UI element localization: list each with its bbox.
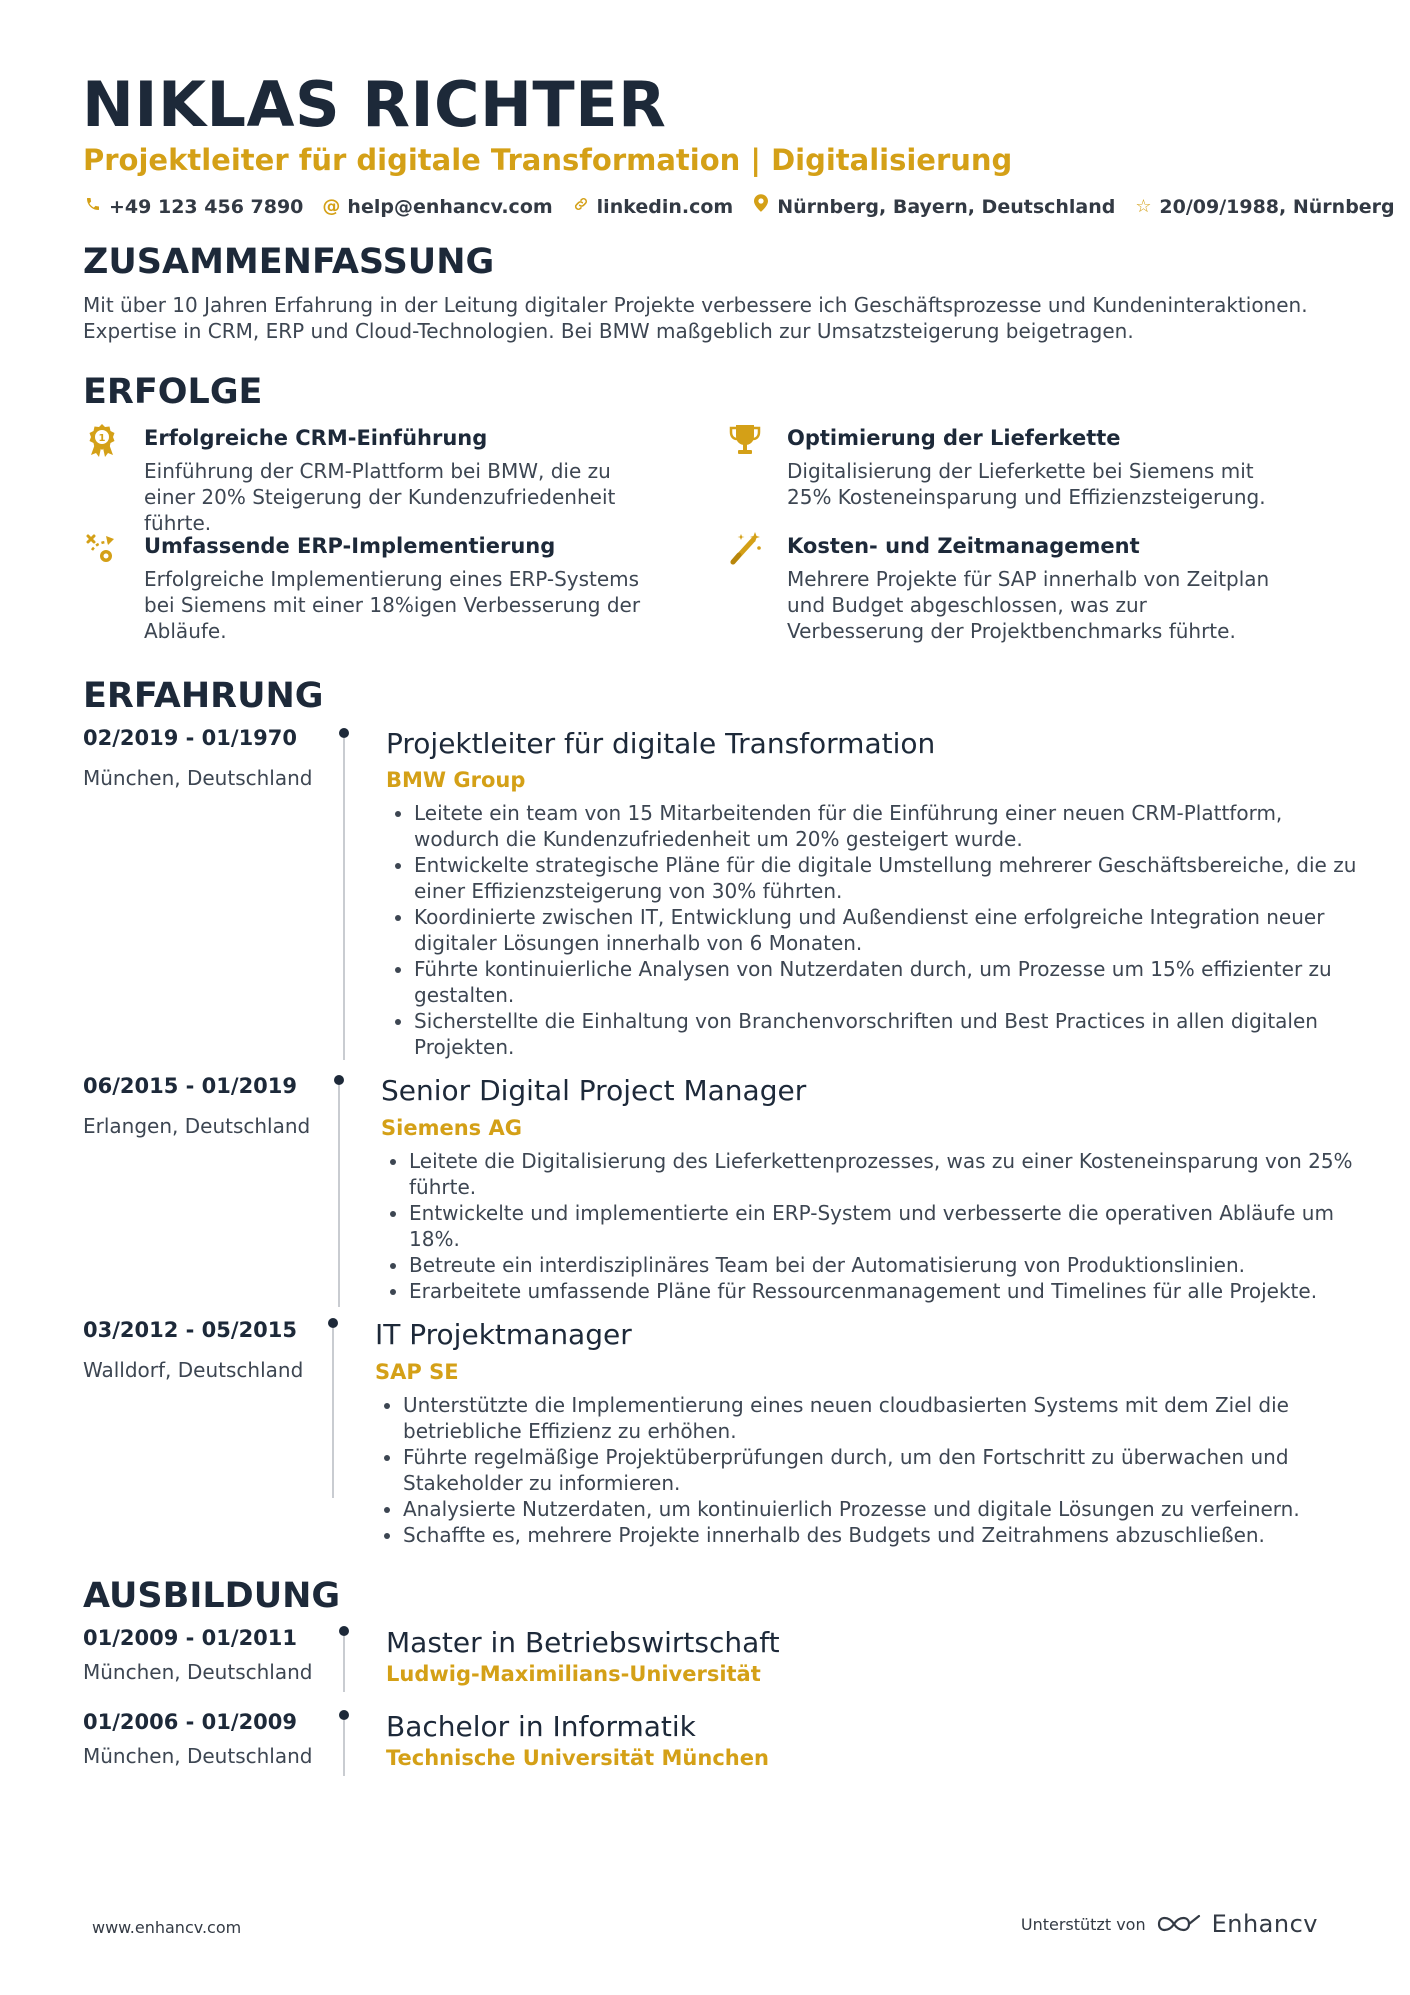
job-title: Senior Digital Project Manager: [381, 1074, 807, 1107]
job-location: München, Deutschland: [83, 766, 313, 790]
job-location: Walldorf, Deutschland: [83, 1358, 304, 1382]
job-dates: 06/2015 - 01/2019: [83, 1074, 298, 1098]
at-icon: @: [322, 196, 341, 217]
contact-bar: [83, 194, 1395, 220]
timeline-line: [343, 1720, 345, 1776]
school-name: Technische Universität München: [386, 1746, 769, 1770]
contact-location: [751, 194, 1115, 220]
footer-branding[interactable]: [1021, 1910, 1318, 1938]
timeline-dot: [328, 1318, 338, 1328]
contact-text: +49 123 456 7890: [109, 196, 304, 218]
bullet-item: • Unterstützte die Implementierung eines neuen cloudbasierten Systems mit dem Ziel die betriebliche Effizienz zu erhöhen.: [403, 1392, 1333, 1444]
phone-icon: [83, 194, 103, 220]
job-dates: 02/2019 - 01/1970: [83, 726, 298, 750]
contact-phone[interactable]: [83, 194, 303, 220]
contact-birth: [1133, 194, 1394, 220]
brand-name: Enhancv: [1211, 1910, 1318, 1938]
edu-location: München, Deutschland: [83, 1744, 313, 1768]
bullet-item: • Führte regelmäßige Projektüberprüfungen durch, um den Fortschritt zu überwachen und Stakeholder zu informieren.: [403, 1444, 1333, 1496]
contact-linkedin[interactable]: [571, 194, 734, 220]
timeline-line: [332, 1328, 334, 1498]
trophy-icon: [727, 422, 763, 458]
achievement-desc: Digitalisierung der Lieferkette bei Siemens mit 25% Kosteneinsparung und Effizienzsteigerung.: [787, 459, 1266, 509]
school-name: Ludwig-Maximilians-Universität: [386, 1662, 761, 1686]
bullet-item: • Analysierte Nutzerdaten, um kontinuierlich Prozesse und digitale Lösungen zu verfeinern.: [403, 1496, 1333, 1522]
bullet-item: • Betreute ein interdisziplinäres Team bei der Automatisierung von Produktionslinien.: [409, 1252, 1364, 1278]
timeline-dot: [339, 1710, 349, 1720]
bullet-item: • Sicherstellte die Einhaltung von Branchenvorschriften und Best Practices in allen digitalen Projekten.: [414, 1008, 1364, 1060]
bullet-item: • Leitete ein team von 15 Mitarbeitenden für die Einführung einer neuen CRM-Plattform, wodurch die Kundenzufriedenheit um 20% gesteigert wurde.: [414, 800, 1364, 852]
timeline-dot: [339, 1626, 349, 1636]
achievement-desc: Erfolgreiche Implementierung eines ERP-Systems bei Siemens mit einer 18%igen Verbesserung der Abläufe.: [144, 567, 641, 643]
timeline-line: [338, 1085, 340, 1307]
link-icon: [571, 194, 591, 220]
company-name: SAP SE: [375, 1360, 459, 1384]
powered-by-text: Unterstützt von: [1020, 1914, 1146, 1934]
contact-text: help@enhancv.com: [347, 196, 553, 218]
education-title: AUSBILDUNG: [83, 1576, 341, 1616]
achievement-desc: Einführung der CRM-Plattform bei BMW, die zu einer 20% Steigerung der Kundenzufriedenheit führte.: [144, 459, 616, 535]
edu-dates: 01/2009 - 01/2011: [83, 1626, 298, 1650]
star-icon: ☆: [1135, 196, 1152, 217]
company-name: BMW Group: [386, 768, 526, 792]
achievement-title: Kosten- und Zeitmanagement: [787, 534, 1140, 558]
bullet-item: • Koordinierte zwischen IT, Entwicklung und Außendienst eine erfolgreiche Integration neuer digitaler Lösungen innerhalb von 6 Monaten.: [414, 904, 1364, 956]
bullet-item: • Schaffte es, mehrere Projekte innerhalb des Budgets und Zeitrahmens abzuschließen.: [403, 1522, 1333, 1548]
job-bullets: [381, 1148, 1364, 1304]
timeline-dot: [334, 1075, 344, 1085]
edu-dates: 01/2006 - 01/2009: [83, 1710, 298, 1734]
achievements-title: ERFOLGE: [83, 372, 263, 412]
edu-location: München, Deutschland: [83, 1660, 313, 1684]
degree-title: Master in Betriebswirtschaft: [386, 1626, 780, 1659]
summary-text: Mit über 10 Jahren Erfahrung in der Leitung digitaler Projekte verbessere ich Geschäftsprozesse und Kundeninteraktionen. Expertise in CRM, ERP und Cloud-Technologien. Bei BMW maßgeblich zur Umsatzsteigerung beigetragen.: [83, 293, 1308, 343]
achievement-title: Umfassende ERP-Implementierung: [144, 534, 556, 558]
location-pin-icon: [751, 194, 771, 220]
timeline-line: [343, 1636, 345, 1692]
strategy-path-icon: [84, 530, 120, 566]
job-dates: 03/2012 - 05/2015: [83, 1318, 298, 1342]
achievement-desc: Mehrere Projekte für SAP innerhalb von Zeitplan und Budget abgeschlossen, was zur Verbesserung der Projektbenchmarks führte.: [787, 567, 1270, 643]
candidate-name: NIKLAS RICHTER: [82, 68, 667, 141]
bullet-item: • Führte kontinuierliche Analysen von Nutzerdaten durch, um Prozesse um 15% effizienter zu gestalten.: [414, 956, 1364, 1008]
contact-text: linkedin.com: [596, 196, 734, 218]
timeline-line: [343, 738, 345, 1060]
degree-title: Bachelor in Informatik: [386, 1710, 696, 1743]
contact-text: 20/09/1988, Nürnberg: [1159, 196, 1395, 218]
timeline-dot: [339, 728, 349, 738]
company-name: Siemens AG: [381, 1116, 522, 1140]
bullet-item: • Entwickelte und implementierte ein ERP-System und verbesserte die operativen Abläufe um 18%.: [409, 1200, 1364, 1252]
job-title: IT Projektmanager: [375, 1318, 632, 1351]
job-title: Projektleiter für digitale Transformation: [386, 727, 936, 760]
contact-text: Nürnberg, Bayern, Deutschland: [777, 196, 1116, 218]
job-location: Erlangen, Deutschland: [83, 1114, 311, 1138]
job-bullets: [386, 800, 1364, 1060]
summary-title: ZUSAMMENFASSUNG: [83, 242, 495, 282]
enhancv-logo-icon: [1156, 1912, 1202, 1936]
bullet-item: • Entwickelte strategische Pläne für die digitale Umstellung mehrerer Geschäftsbereiche, die zu einer Effizienzsteigerung von 30% führten.: [414, 852, 1364, 904]
award-ribbon-icon: [84, 422, 120, 458]
contact-email[interactable]: [321, 194, 552, 220]
svg-text:1: 1: [98, 433, 106, 444]
achievement-title: Erfolgreiche CRM-Einführung: [144, 426, 488, 450]
experience-title: ERFAHRUNG: [83, 676, 324, 716]
job-bullets: [375, 1392, 1333, 1548]
bullet-item: • Erarbeitete umfassende Pläne für Ressourcenmanagement und Timelines für alle Projekte.: [409, 1278, 1364, 1304]
magic-wand-icon: [727, 530, 763, 566]
bullet-item: • Leitete die Digitalisierung des Lieferkettenprozesses, was zu einer Kosteneinsparung von 25% führte.: [409, 1148, 1364, 1200]
footer-website[interactable]: www.enhancv.com: [92, 1918, 242, 1937]
headline: Projektleiter für digitale Transformation | Digitalisierung: [83, 143, 1013, 177]
achievement-title: Optimierung der Lieferkette: [787, 426, 1121, 450]
